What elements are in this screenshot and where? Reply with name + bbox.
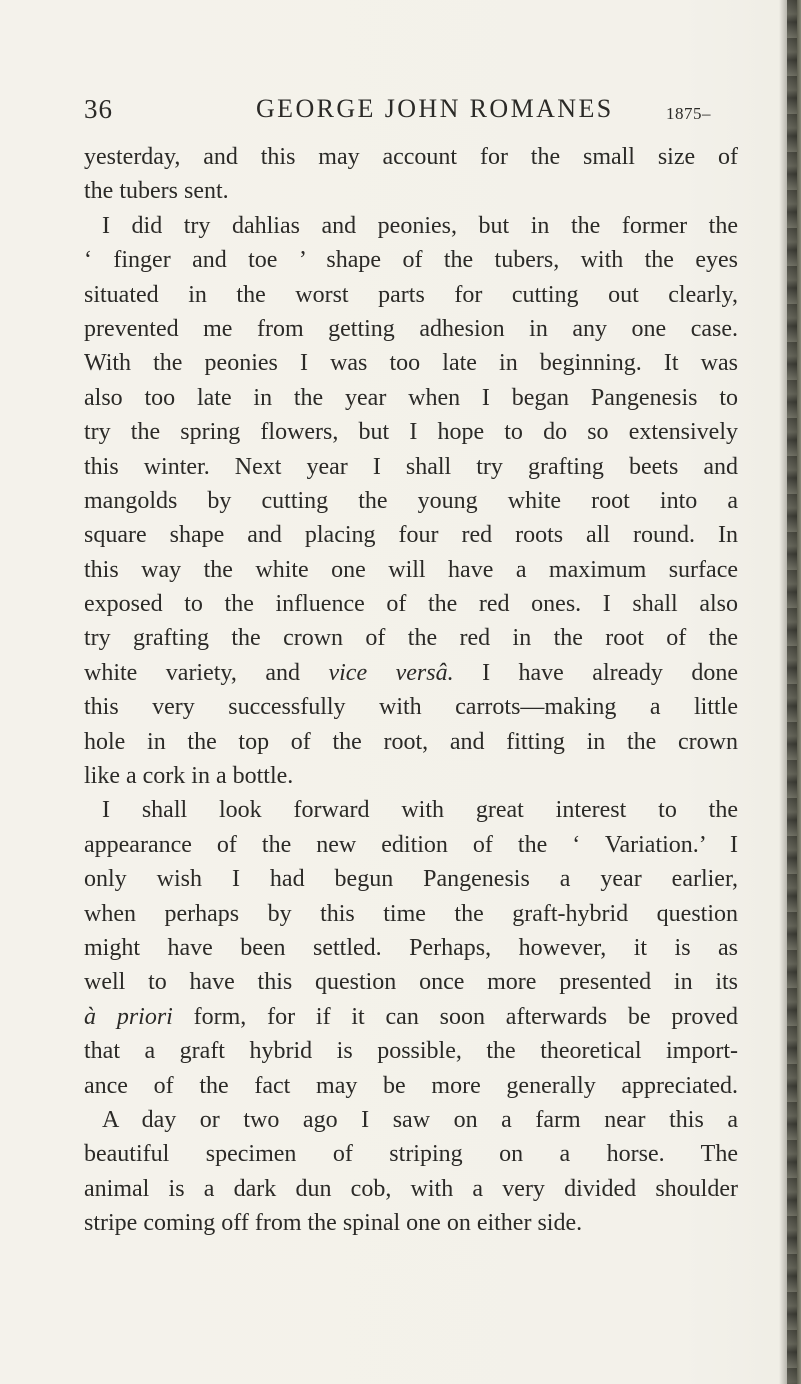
running-year: 1875– [666, 104, 711, 123]
text-line: exposed to the influence of the red ones. I shall also [84, 591, 738, 618]
text-line: mangolds by cutting the young white root into a [84, 487, 738, 514]
text-line: ance of the fact may be more generally appreciated. [84, 1072, 738, 1099]
text-line: stripe coming off from the spinal one on either side. [84, 1210, 583, 1237]
text-line: also too late in the year when I began Pangenesis to [84, 384, 738, 411]
text-line: well to have this question once more presented in its [84, 969, 738, 996]
text-line: this winter. Next year I shall try grafting beets and [84, 453, 738, 480]
text-line: this very successfully with carrots—making a little [84, 694, 738, 721]
italic-phrase: vice versâ. [328, 659, 454, 686]
body-text [84, 140, 738, 1241]
text-line: situated in the worst parts for cutting out clearly, [84, 281, 738, 308]
text-line: when perhaps by this time the graft-hybrid question [84, 900, 738, 927]
text-segment: form, for if it can soon afterwards be proved [193, 1003, 738, 1030]
text-line-mixed [84, 1000, 738, 1034]
book-spine-edge [787, 0, 797, 1384]
text-line: beautiful specimen of striping on a horse. The [84, 1141, 738, 1168]
text-line: prevented me from getting adhesion in any one case. [84, 315, 738, 342]
text-line: the tubers sent. [84, 178, 229, 205]
text-line: A day or two ago I saw on a farm near this a [102, 1106, 738, 1133]
text-line-mixed [84, 656, 738, 690]
text-line: animal is a dark dun cob, with a very divided shoulder [84, 1175, 738, 1202]
text-line: square shape and placing four red roots all round. In [84, 522, 738, 549]
text-line: try grafting the crown of the red in the root of the [84, 625, 738, 652]
text-line: only wish I had begun Pangenesis a year earlier, [84, 866, 738, 893]
text-line: ‘ finger and toe ’ shape of the tubers, with the eyes [84, 247, 738, 274]
text-segment: white variety, and [84, 659, 300, 686]
text-line: hole in the top of the root, and fitting in the crown [84, 728, 738, 755]
text-line: might have been settled. Perhaps, however, it is as [84, 934, 738, 961]
text-line: yesterday, and this may account for the small size of [84, 144, 738, 170]
text-segment: I have already done [482, 659, 739, 686]
text-line: I did try dahlias and peonies, but in the former the [102, 212, 738, 239]
text-line: try the spring flowers, but I hope to do so extensively [84, 419, 738, 446]
text-line: appearance of the new edition of the ‘ Variation.’ I [84, 831, 738, 858]
text-line: I shall look forward with great interest to the [102, 797, 738, 824]
running-head [84, 94, 734, 130]
text-line: With the peonies I was too late in beginning. It was [84, 350, 738, 377]
running-title: GEORGE JOHN ROMANES [256, 94, 614, 123]
text-line: like a cork in a bottle. [84, 763, 294, 790]
italic-phrase: à priori [84, 1003, 173, 1030]
text-line: that a graft hybrid is possible, the theoretical import- [84, 1038, 738, 1065]
page-number: 36 [84, 94, 113, 124]
text-line: this way the white one will have a maximum surface [84, 556, 738, 583]
